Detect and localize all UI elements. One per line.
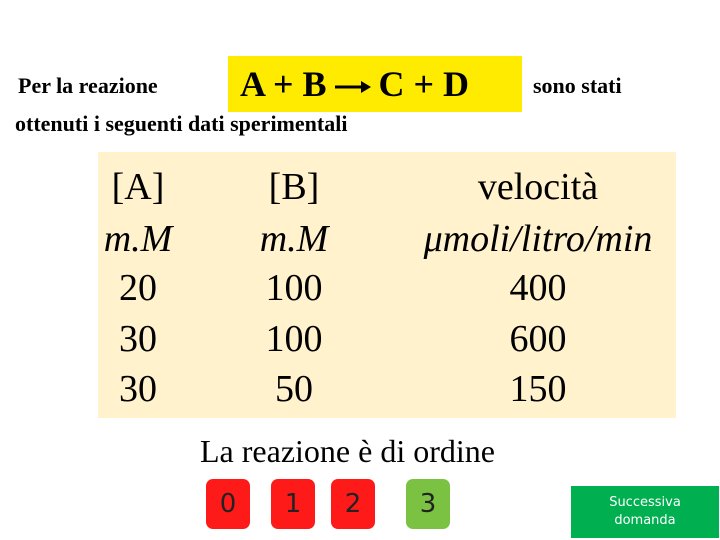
question-text: La reazione è di ordine (200, 433, 495, 469)
header-b: [B] (268, 166, 320, 208)
products: C + D (378, 64, 470, 104)
table-cell: 400 (509, 267, 567, 309)
reactants: A + B (240, 64, 327, 104)
intro-text-after: sono stati (533, 73, 622, 98)
table-cell: 50 (275, 368, 313, 410)
table-cell: 100 (265, 267, 323, 309)
next-question-button[interactable] (571, 486, 719, 538)
unit-velocity (408, 220, 668, 258)
answer-1-button[interactable]: 1 (271, 479, 315, 529)
table-cell: 30 (119, 368, 157, 410)
header-a: [A] (111, 166, 165, 208)
table-cell: 100 (265, 318, 323, 360)
answer-2-button[interactable]: 2 (331, 479, 375, 529)
table-cell: 30 (119, 318, 157, 360)
data-table (98, 152, 676, 418)
table-cell: 150 (509, 368, 567, 410)
reaction-arrow-icon (333, 69, 373, 99)
answer-3-button[interactable]: 3 (406, 479, 450, 529)
unit-a: m.M (103, 218, 173, 260)
next-label-line2: domanda (614, 513, 676, 528)
intro-text-before: Per la reazione (18, 73, 158, 98)
answer-0-button[interactable]: 0 (206, 479, 250, 529)
intro-text-line2: ottenuti i seguenti dati sperimentali (15, 111, 348, 136)
reaction-equation (228, 56, 522, 112)
unit-velocity-text: moli/litro/min (442, 218, 653, 260)
unit-prefix: μ (423, 218, 443, 260)
next-label-line1: Successiva (609, 495, 681, 510)
unit-b: m.M (259, 218, 329, 260)
header-velocity: velocità (477, 166, 599, 208)
table-cell: 600 (509, 318, 567, 360)
table-cell: 20 (119, 267, 157, 309)
